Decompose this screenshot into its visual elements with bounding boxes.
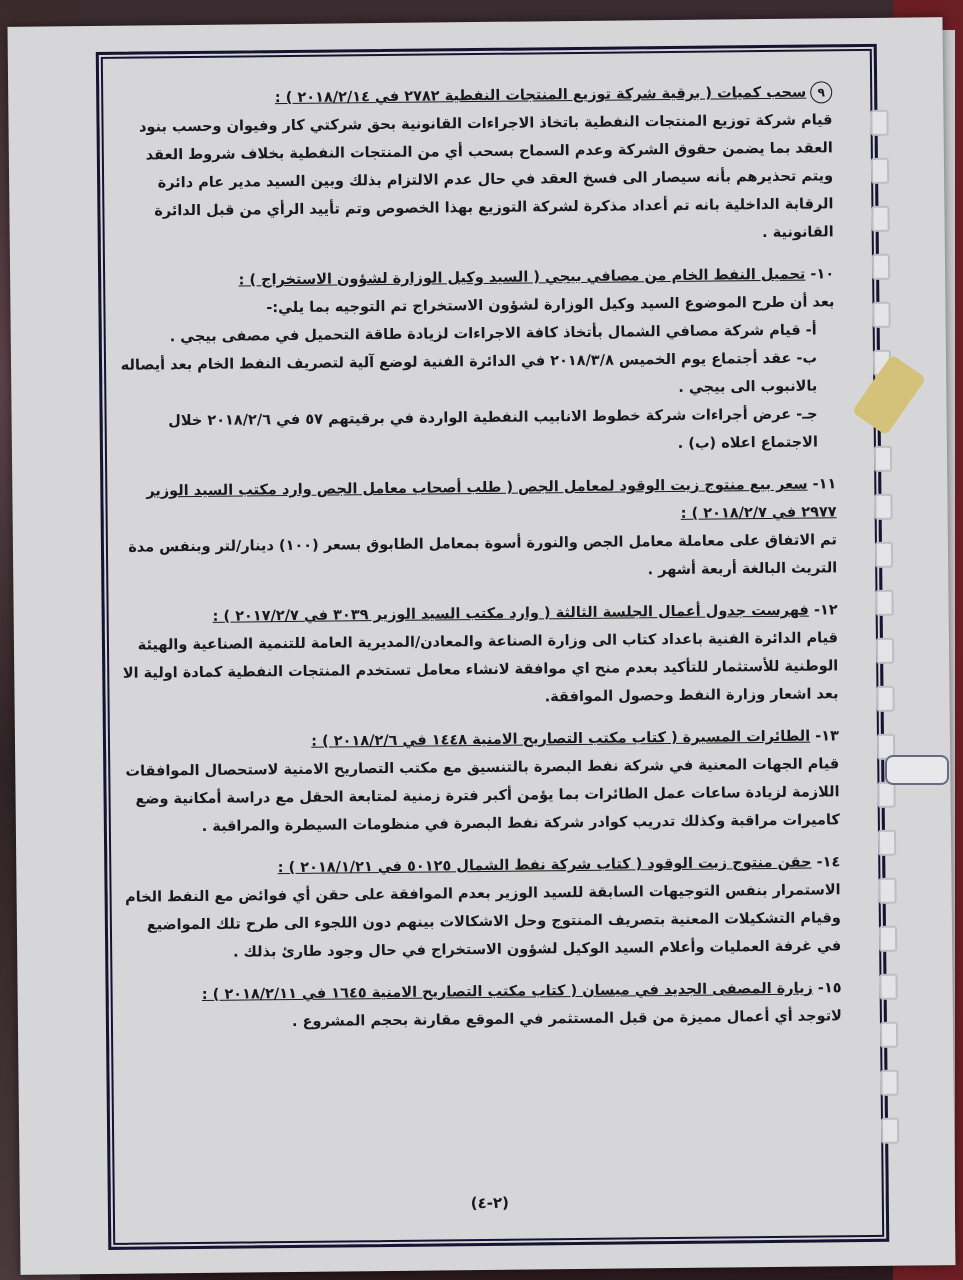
item-11: ١١- سعر بيع منتوج زيت الوقود لمعامل الجص ( طلب أصحاب معامل الجص وارد مكتب السيد الوزير ٢٩٧٧ في ٢٠١٨/٢/٧ ) : تم الاتفاق على معاملة معامل الجص والنورة أسوة بمعامل الطابوق بسعر (١٠٠) دينار/لتر وبنفس مدة التريث البالغة أربعة أشهر . [116,470,837,590]
item-number: ١٠ [816,266,835,283]
item-12: ١٢- فهرست جدول أعمال الجلسة الثالثة ( وارد مكتب السيد الوزير ٣٠٣٩ في ٢٠١٧/٢/٧ ) : قيام الدائرة الفنية باعداد كتاب الى وزارة الصناعة والمعادن/المديرية العامة للتنمية الصناعية والهيئة الوطنية للأستثمار للتأكيد بعدم منح اي موافقة لانشاء معامل تستخدم المنتجات النفطية كمادة اولية الا بعد اشعار وزارة النفط وحصول الموافقة. [118,596,839,716]
item-body: الاستمرار بنفس التوجيهات السابقة للسيد الوزير بعدم الموافقة على حقن أي فوائض مع النفط الخام وقيام التشكيلات المعنية بتصريف المنتوج وحل الاشكالات بينهم دون اللجوء الى طرح تلك المواضيع في غرفة العمليات وأعلام السيد الوكيل لشؤون الاستخراج في حال وجود طارئ بذلك . [125,882,842,961]
item-number: ١٥ [823,980,842,997]
item-heading: سعر بيع منتوج زيت الوقود لمعامل الجص ( طلب أصحاب معامل الجص وارد مكتب السيد الوزير ٢٩٧٧ في ٢٠١٨/٢/٧ ) : [146,476,837,522]
item-number: ١٢ [819,602,838,619]
item-body: بعد أن طرح الموضوع السيد وكيل الوزارة لشؤون الاستخراج تم التوجيه بما يلي:- [266,294,835,317]
item-sub-a: أ- قيام شركة مصافي الشمال بأتخاذ كافة الاجراءات لزيادة طاقة التحميل في مصفى بيجي . [169,322,817,346]
item-body: تم الاتفاق على معاملة معامل الجص والنورة أسوة بمعامل الطابوق بسعر (١٠٠) دينار/لتر وبنفس مدة التريث البالغة أربعة أشهر . [128,532,838,579]
item-heading: تحميل النفط الخام من مصافي بيجي ( السيد وكيل الوزارة لشؤون الاستخراج ) : [238,266,806,289]
item-heading: زيارة المصفى الجديد في ميسان ( كتاب مكتب التصاريح الامنية ١٦٤٥ في ٢٠١٨/٢/١١ ) : [201,980,813,1003]
item-15: ١٥- زيارة المصفى الجديد في ميسان ( كتاب مكتب التصاريح الامنية ١٦٤٥ في ٢٠١٨/٢/١١ ) : لاتوجد أي أعمال مميزة من قبل المستثمر في الموقع مقارنة بحجم المشروع . [121,974,842,1038]
item-sub-b: ب- عقد أجتماع يوم الخميس ٢٠١٨/٣/٨ في الدائرة الفنية لوضع آلية لتصريف النفط الخام بعد أيصاله بالانبوب الى بيجي . [120,350,818,396]
item-9 [112,78,834,254]
item-14: ١٤- حقن منتوج زيت الوقود ( كتاب شركة نفط الشمال ٥٠١٢٥ في ٢٠١٨/١/٢١ ) : الاستمرار بنفس التوجيهات السابقة للسيد الوزير بعدم الموافقة على حقن أي فوائض مع النفط الخام وقيام التشكيلات المعنية بتصريف المنتوج وحل الاشكالات بينهم دون اللجوء الى طرح تلك المواضيع في غرفة العمليات وأعلام السيد الوكيل لشؤون الاستخراج في حال وجود طارئ بذلك . [120,848,841,968]
item-heading: سحب كميات ( برقية شركة توزيع المنتجات النفطية ٢٧٨٢ في ٢٠١٨/٢/١٤ ) : [274,84,807,107]
item-13: ١٣- الطائرات المسيرة ( كتاب مكتب التصاريح الامنية ١٤٤٨ في ٢٠١٨/٢/٦ ) : قيام الجهات المعنية في شركة نفط البصرة بالتنسيق مع مكتب التصاريح الامنية لاستحصال الموافقات اللازمة لزيادة ساعات عمل الطائرات بما يؤمن أكبر فترة زمنية لمتابعة الحقل مع دراسة أمكانية وضع كاميرات مراقبة وكذلك تدريب كوادر شركة نفط البصرة في منظومات السيطرة والمراقبة . [119,722,840,842]
item-number: ١١ [818,476,837,493]
item-body: قيام الدائرة الفنية باعداد كتاب الى وزارة الصناعة والمعادن/المديرية العامة للتنمية الصناعية والهيئة الوطنية للأستثمار للتأكيد بعدم منح اي موافقة لانشاء معامل تستخدم المنتجات النفطية كمادة اولية الا بعد اشعار وزارة النفط وحصول الموافقة. [122,630,839,706]
document-body [112,78,842,1051]
item-heading: فهرست جدول أعمال الجلسة الثالثة ( وارد مكتب السيد الوزير ٣٠٣٩ في ٢٠١٧/٢/٧ ) : [212,602,809,625]
item-number: ١٣ [821,728,840,745]
item-body: قيام الجهات المعنية في شركة نفط البصرة بالتنسيق مع مكتب التصاريح الامنية لاستحصال الموافقات اللازمة لزيادة ساعات عمل الطائرات بما يؤمن أكبر فترة زمنية لمتابعة الحقل مع دراسة أمكانية وضع كاميرات مراقبة وكذلك تدريب كوادر شركة نفط البصرة في منظومات السيطرة والمراقبة . [125,756,840,835]
item-number: ٩ [810,81,832,103]
item-heading: الطائرات المسيرة ( كتاب مكتب التصاريح الامنية ١٤٤٨ في ٢٠١٨/٢/٦ ) : [311,728,811,750]
item-heading: حقن منتوج زيت الوقود ( كتاب شركة نفط الشمال ٥٠١٢٥ في ٢٠١٨/١/٢١ ) : [277,854,812,877]
item-number: ١٤ [822,854,841,871]
item-10: ١٠- تحميل النفط الخام من مصافي بيجي ( السيد وكيل الوزارة لشؤون الاستخراج ) : بعد أن طرح الموضوع السيد وكيل الوزارة لشؤون الاستخراج تم التوجيه بما يلي:- أ- قيام شركة مصافي الشمال بأتخاذ كافة الاجراءات لزيادة طاقة التحميل في مصفى بيجي . ب- عقد أجتماع يوم الخميس ٢٠١٨/٣/٨ في الدائرة الفنية لوضع آلية لتصريف النفط الخام بعد أيصاله بالانبوب الى بيجي . جـ- عرض أجراءات شركة خطوط الانابيب النفطية الواردة في برقيتهم ٥٧ في ٢٠١٨/٢/٦ خلال الاجتماع اعلاه (ب) . [114,260,836,464]
page-number: (٢-٤) [470,1193,510,1213]
item-body: قيام شركة توزيع المنتجات النفطية باتخاذ الاجراءات القانونية بحق شركتي كار وفيوان وحسب بنود العقد بما يضمن حقوق الشركة وعدم السماح بسحب أي من المنتجات النفطية بخلاف شروط العقد ويتم تحذيرهم بأنه سيصار الى فسخ العقد في حال عدم الالتزام بذلك وبين السيد مدير عام دائرة الرقابة الداخلية بانه تم أعداد مذكرة لشركة التوزيع بهذا الخصوص وتم تأييد الرأي من قبل الدائرة القانونية . [138,112,834,242]
item-body: لاتوجد أي أعمال مميزة من قبل المستثمر في الموقع مقارنة بحجم المشروع . [291,1008,842,1031]
item-sub-c: جـ- عرض أجراءات شركة خطوط الانابيب النفطية الواردة في برقيتهم ٥٧ في ٢٠١٨/٢/٦ خلال الاجتماع اعلاه (ب) . [168,406,818,452]
document-page [7,17,955,1275]
binding-tie-blue [885,755,949,785]
